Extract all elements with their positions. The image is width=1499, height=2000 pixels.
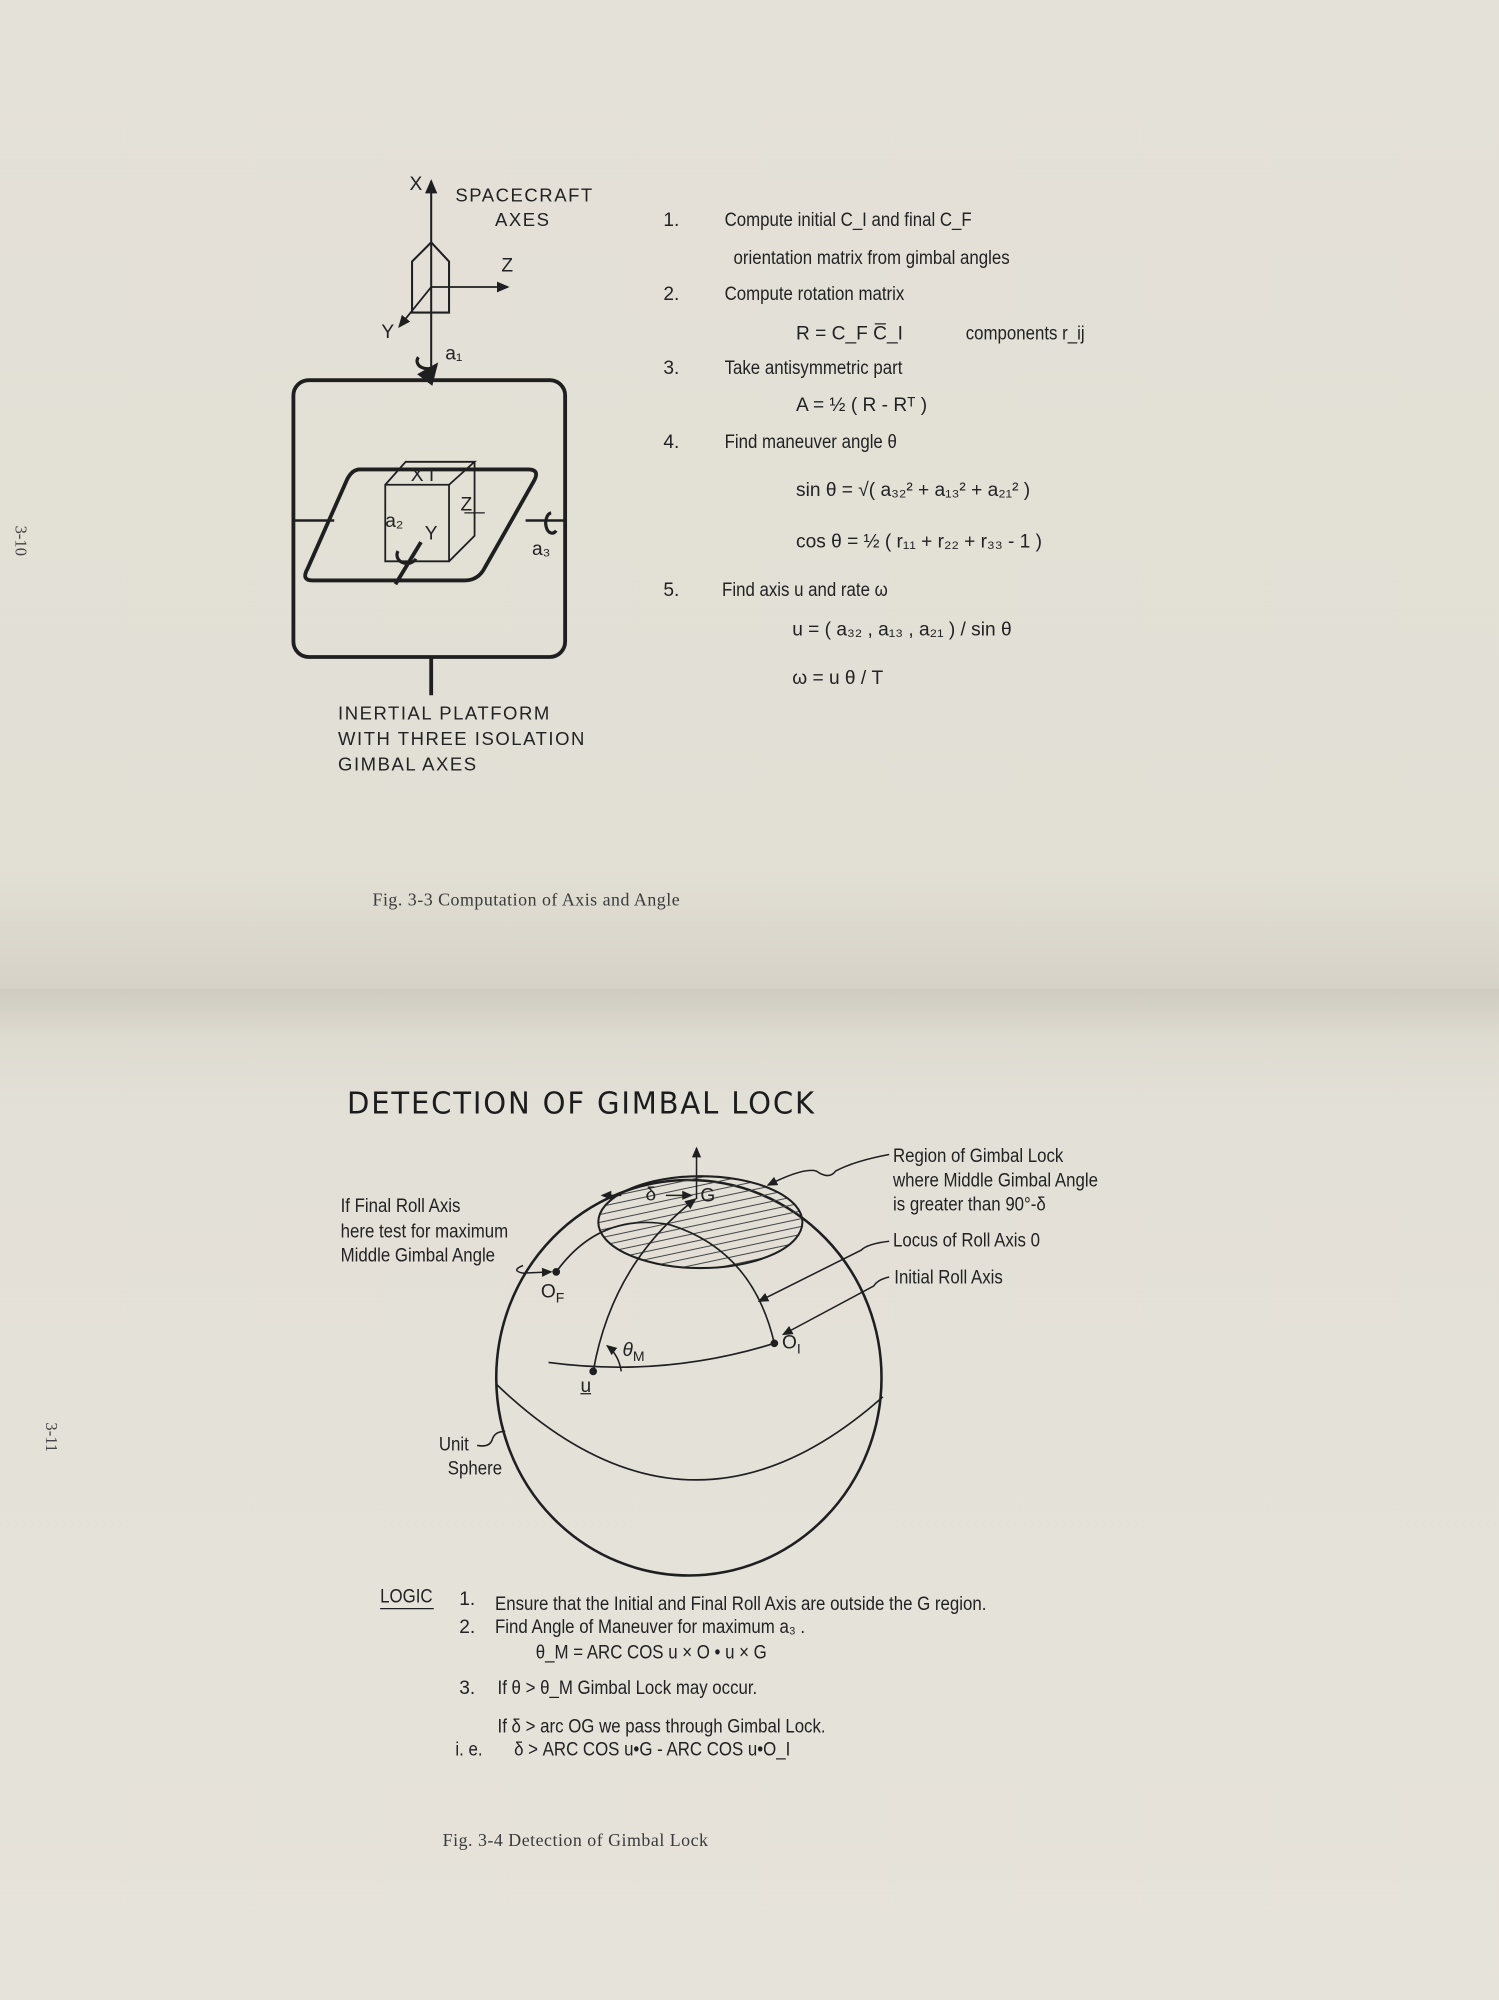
page-number: 3-10 (11, 525, 31, 557)
point-g-label: G (700, 1185, 716, 1207)
region-label: is greater than 90°-δ (892, 1194, 1046, 1216)
step-number: 4. (663, 431, 680, 453)
step-number: 2. (663, 283, 680, 305)
unit-sphere-diagram (380, 1148, 889, 1609)
gimbal-a2-label: a₂ (385, 510, 404, 532)
rotation-a3-icon (546, 513, 557, 533)
step-number: 3. (663, 357, 680, 379)
point-oi-letter: O (782, 1331, 797, 1354)
step-text: Take antisymmetric part (724, 357, 903, 379)
step-text: Compute initial C_I and final C_F (724, 209, 972, 231)
platform-z-label: Z (460, 493, 473, 516)
final-roll-label: If Final Roll Axis (340, 1195, 461, 1218)
step-text: Find axis u and rate ω (722, 579, 888, 601)
step-text: Compute rotation matrix (724, 283, 905, 305)
final-roll-label: here test for maximum (340, 1220, 509, 1243)
equation: R = C_F C̅_I (796, 322, 903, 345)
equation: δ > ARC COS u•G - ARC COS u•O_I (514, 1738, 791, 1761)
sphere-label: Sphere (447, 1458, 503, 1480)
theta-symbol: θ (622, 1339, 633, 1362)
platform (305, 469, 536, 580)
platform-x-label: X I (410, 464, 435, 487)
gimbal-a1-label: a₁ (445, 343, 463, 365)
outer-gimbal-frame (293, 380, 565, 657)
logic-text: If θ > θ_M Gimbal Lock may occur. (497, 1677, 758, 1700)
sphere-label: Unit (438, 1433, 469, 1456)
equator (496, 1384, 883, 1480)
axis-y-label: Y (381, 321, 395, 344)
y-axis-arrow (399, 287, 431, 327)
figure-caption: Fig. 3-4 Detection of Gimbal Lock (442, 1831, 709, 1852)
logic-ie: i. e. (455, 1738, 483, 1761)
point-of-letter: O (540, 1280, 556, 1303)
point-u-label: u (580, 1375, 592, 1397)
region-label: where Middle Gimbal Angle (892, 1169, 1098, 1192)
final-roll-label: Middle Gimbal Angle (340, 1245, 496, 1267)
spacecraft-gimbal-diagram (293, 181, 565, 695)
axis-z-label: Z (501, 255, 514, 277)
axis-x-label: X (409, 173, 423, 196)
equation-note: components r_ij (965, 322, 1085, 345)
equation: A = ½ ( R - Rᵀ ) (796, 394, 928, 416)
platform-caption: INERTIAL PLATFORM (338, 704, 551, 725)
point-of-subscript: F (555, 1291, 565, 1307)
region-label: Region of Gimbal Lock (892, 1145, 1064, 1168)
equation: u = ( a₃₂ , a₁₃ , a₂₁ ) / sin θ (792, 618, 1012, 641)
equation: ω = u θ / T (792, 667, 884, 689)
point-of-label (541, 1281, 564, 1307)
logic-text: If δ > arc OG we pass through Gimbal Lock. (497, 1715, 826, 1738)
platform-caption: WITH THREE ISOLATION (338, 729, 586, 751)
equation: cos θ = ½ ( r₁₁ + r₂₂ + r₃₃ - 1 ) (796, 530, 1042, 553)
platform-caption: GIMBAL AXES (338, 755, 478, 776)
figure-caption: Fig. 3-3 Computation of Axis and Angle (372, 891, 681, 911)
equation: sin θ = √( a₃₂² + a₁₃² + a₂₁² ) (796, 479, 1031, 502)
logic-number: 1. (459, 1588, 476, 1610)
spacecraft-label: AXES (494, 210, 551, 231)
platform-y-label: Y (424, 523, 438, 545)
spacecraft-label: SPACECRAFT (455, 186, 594, 207)
point-oi-subscript: I (796, 1342, 801, 1358)
initial-roll-label: Initial Roll Axis (894, 1266, 1003, 1289)
page-title: DETECTION OF GIMBAL LOCK (346, 1085, 816, 1122)
step-text: Find maneuver angle θ (724, 431, 897, 453)
logic-number: 3. (459, 1677, 476, 1700)
step-text: orientation matrix from gimbal angles (733, 247, 1010, 270)
page-number: 3-11 (42, 1422, 62, 1453)
logic-heading: LOGIC (380, 1585, 433, 1608)
gimbal-a3-label: a₃ (531, 538, 551, 561)
logic-text: Find Angle of Maneuver for maximum a₃ . (494, 1616, 806, 1638)
rotation-a1-icon (417, 357, 436, 369)
delta-label: δ (645, 1183, 657, 1206)
theta-subscript: M (632, 1349, 645, 1365)
logic-text: Ensure that the Initial and Final Roll Axis are outside the G region. (494, 1593, 987, 1616)
equation: θ_M = ARC COS u × O • u × G (535, 1641, 767, 1664)
logic-number: 2. (459, 1616, 476, 1638)
step-number: 5. (663, 579, 680, 601)
point-oi-label (782, 1332, 801, 1358)
locus-label: Locus of Roll Axis 0 (892, 1229, 1040, 1252)
theta-m-label (623, 1339, 645, 1365)
step-number: 1. (663, 209, 680, 231)
